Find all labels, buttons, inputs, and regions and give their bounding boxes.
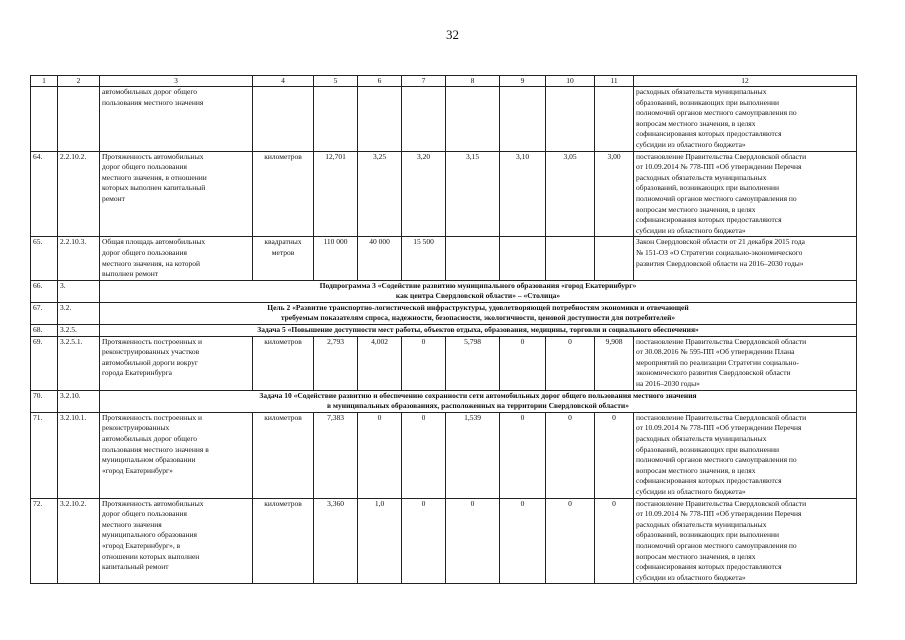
indicator-code: 3.2.10.2. <box>58 498 100 584</box>
text-line: местного значения, на которой <box>102 258 201 268</box>
text-line: образований, возникающих при выполнении <box>636 530 780 540</box>
column-number-cell: 11 <box>595 76 634 87</box>
text-line: мероприятий по реализации Стратегии социально- <box>636 357 799 367</box>
unit-of-measure <box>253 237 314 280</box>
row-number: 65. <box>31 237 58 280</box>
column-number-cell: 12 <box>634 76 857 87</box>
text-line: от 10.09.2014 № 778-ПП «Об утверждении Перечня <box>636 162 802 172</box>
text-line: постановление Правительства Свердловской области <box>636 498 807 508</box>
text-line: реконструированных <box>102 423 170 433</box>
row-number: 68. <box>31 325 58 337</box>
text-line: Закон Свердловской области от 21 декабря 2015 года <box>636 237 805 247</box>
value-cell <box>446 237 500 280</box>
section-title <box>100 280 857 302</box>
column-number-cell: 6 <box>358 76 402 87</box>
value-cell <box>358 87 402 152</box>
text-line: полномочий органов местного самоуправления по <box>636 540 797 550</box>
text-line: Цель 2 «Развитие транспортно-логистической инфраструктуры, удовлетворяющей потребностям экономики и отвечающей <box>267 302 689 312</box>
value-cell: 0 <box>358 412 402 498</box>
row-number: 67. <box>31 302 58 324</box>
value-cell: 0 <box>500 412 546 498</box>
text-line: муниципальном образовании <box>102 455 196 465</box>
value-cell <box>546 87 595 152</box>
text-line: как центра Свердловской области» – «Столица» <box>395 291 561 301</box>
value-cell: 3,360 <box>314 498 358 584</box>
value-cell: 0 <box>595 498 634 584</box>
text-line: Протяженность построенных и <box>102 412 202 422</box>
source-document <box>634 237 857 280</box>
indicator-name <box>100 151 253 237</box>
indicator-name <box>100 412 253 498</box>
text-line: автомобильных дорог общего <box>102 87 197 96</box>
text-line: «город Екатеринбург» <box>102 465 173 475</box>
table-row <box>31 151 857 237</box>
value-cell: 0 <box>446 498 500 584</box>
text-line: «город Екатеринбург», в <box>102 540 181 550</box>
section-row <box>31 302 857 324</box>
column-number-cell: 8 <box>446 76 500 87</box>
text-line: отношении которых выполнен <box>102 551 200 561</box>
row-number: 70. <box>31 390 58 412</box>
value-cell: 15 500 <box>402 237 446 280</box>
text-line: развития Свердловской области на 2016–2030 годы» <box>636 258 804 268</box>
value-cell <box>500 87 546 152</box>
value-cell: 7,383 <box>314 412 358 498</box>
value-cell <box>402 87 446 152</box>
text-line: дорог общего пользования <box>102 247 187 257</box>
indicator-code: 3.2.5. <box>58 325 100 337</box>
source-document <box>634 412 857 498</box>
row-number: 64. <box>31 151 58 237</box>
text-line: в муниципальных образованиях, расположенных на территории Свердловской области» <box>327 401 629 411</box>
text-line: города Екатеринбурга <box>102 368 173 378</box>
text-line: Подпрограмма 3 «Содействие развитию муниципального образования «город Екатеринбург» <box>319 280 637 290</box>
text-line: квадратных <box>264 237 302 247</box>
table-body <box>31 76 857 584</box>
indicator-code <box>58 87 100 152</box>
text-line: дорог общего пользования <box>102 509 187 519</box>
value-cell: 0 <box>402 336 446 390</box>
unit-of-measure <box>253 412 314 498</box>
source-document <box>634 336 857 390</box>
section-title <box>100 390 857 412</box>
text-line: постановление Правительства Свердловской области <box>636 336 807 346</box>
value-cell: 40 000 <box>358 237 402 280</box>
text-line: местного значения <box>102 519 162 529</box>
section-row <box>31 325 857 337</box>
column-number-cell: 9 <box>500 76 546 87</box>
value-cell <box>314 87 358 152</box>
value-cell <box>500 237 546 280</box>
text-line: местного значения, в отношении <box>102 172 207 182</box>
text-line: дорог общего пользования <box>102 162 187 172</box>
text-line: муниципального образования <box>102 530 197 540</box>
text-line: № 151-ОЗ «О Стратегии социально-экономического <box>636 247 803 257</box>
text-line: пользования местного значения <box>102 97 204 107</box>
indicator-code: 2.2.10.3. <box>58 237 100 280</box>
text-line: Задача 5 «Повышение доступности мест работы, объектов отдыха, образования, медицины, торговли и социального обеспечения» <box>257 325 699 335</box>
value-cell: 3,25 <box>358 151 402 237</box>
value-cell: 0 <box>500 336 546 390</box>
column-number-cell: 7 <box>402 76 446 87</box>
value-cell: 0 <box>546 412 595 498</box>
text-line: требуемым показателям спроса, надежности, безопасности, экологичности, ценовой доступности для потребителей» <box>280 313 676 323</box>
text-line: которых выполнен капитальный <box>102 183 206 193</box>
section-title <box>100 325 857 337</box>
indicator-name <box>100 498 253 584</box>
text-line: метров <box>271 247 295 257</box>
text-line: километров <box>264 151 302 161</box>
value-cell: 110 000 <box>314 237 358 280</box>
value-cell: 9,908 <box>595 336 634 390</box>
text-line: вопросам местного значения, в целях <box>636 204 756 214</box>
source-document <box>634 498 857 584</box>
indicator-name <box>100 237 253 280</box>
section-row <box>31 280 857 302</box>
text-line: пользования местного значения в <box>102 444 209 454</box>
text-line: вопросам местного значения, в целях <box>636 551 756 561</box>
text-line: расходных обязательств муниципальных <box>636 172 767 182</box>
indicator-code: 3. <box>58 280 100 302</box>
value-cell: 3,10 <box>500 151 546 237</box>
value-cell: 0 <box>500 498 546 584</box>
text-line: Общая площадь автомобильных <box>102 237 206 247</box>
column-numbers-row <box>31 76 857 87</box>
text-line: софинансирования которых предоставляются <box>636 562 782 572</box>
column-number-cell: 2 <box>58 76 100 87</box>
text-line: софинансирования которых предоставляются <box>636 129 782 139</box>
indicator-code: 3.2.5.1. <box>58 336 100 390</box>
text-line: полномочий органов местного самоуправления по <box>636 455 797 465</box>
source-document <box>634 87 857 152</box>
page-number: 32 <box>446 27 459 42</box>
value-cell: 1,539 <box>446 412 500 498</box>
text-line: полномочий органов местного самоуправления по <box>636 108 797 118</box>
text-line: экономического развития Свердловской области <box>636 368 791 378</box>
unit-of-measure <box>253 87 314 152</box>
text-line: субсидии из областного бюджета» <box>636 139 746 149</box>
text-line: расходных обязательств муниципальных <box>636 519 767 529</box>
text-line: от 10.09.2014 № 778-ПП «Об утверждении Перечня <box>636 423 802 433</box>
value-cell: 0 <box>402 498 446 584</box>
indicator-code: 2.2.10.2. <box>58 151 100 237</box>
value-cell: 0 <box>546 498 595 584</box>
text-line: километров <box>264 336 302 346</box>
value-cell: 2,793 <box>314 336 358 390</box>
text-line: расходных обязательств муниципальных <box>636 87 767 96</box>
indicator-code: 3.2.10.1. <box>58 412 100 498</box>
text-line: на 2016–2030 годы» <box>636 379 700 389</box>
unit-of-measure <box>253 336 314 390</box>
text-line: софинансирования которых предоставляются <box>636 215 782 225</box>
text-line: софинансирования которых предоставляются <box>636 476 782 486</box>
text-line: автомобильных дорог общего <box>102 434 197 443</box>
text-line: образований, возникающих при выполнении <box>636 97 780 107</box>
row-number: 72. <box>31 498 58 584</box>
text-line: субсидии из областного бюджета» <box>636 225 746 235</box>
text-line: образований, возникающих при выполнении <box>636 444 780 454</box>
table-row <box>31 237 857 280</box>
unit-of-measure <box>253 498 314 584</box>
text-line: километров <box>264 498 302 508</box>
value-cell: 12,701 <box>314 151 358 237</box>
value-cell: 1,0 <box>358 498 402 584</box>
text-line: полномочий органов местного самоуправления по <box>636 193 797 203</box>
section-row <box>31 390 857 412</box>
table-row <box>31 336 857 390</box>
indicator-name <box>100 336 253 390</box>
column-number-cell: 10 <box>546 76 595 87</box>
table-row <box>31 412 857 498</box>
column-number-cell: 1 <box>31 76 58 87</box>
column-number-cell: 3 <box>100 76 253 87</box>
text-line: постановление Правительства Свердловской области <box>636 412 807 422</box>
column-number-cell: 5 <box>314 76 358 87</box>
text-line: субсидии из областного бюджета» <box>636 486 746 496</box>
row-number: 66. <box>31 280 58 302</box>
value-cell <box>595 237 634 280</box>
indicator-name <box>100 87 253 152</box>
text-line: от 10.09.2014 № 778-ПП «Об утверждении Перечня <box>636 509 802 519</box>
text-line: вопросам местного значения, в целях <box>636 118 756 128</box>
value-cell: 0 <box>402 412 446 498</box>
column-number-cell: 4 <box>253 76 314 87</box>
row-number <box>31 87 58 152</box>
text-line: вопросам местного значения, в целях <box>636 465 756 475</box>
value-cell: 3,15 <box>446 151 500 237</box>
text-line: Протяженность автомобильных <box>102 498 204 508</box>
indicators-table <box>30 75 857 584</box>
value-cell: 5,798 <box>446 336 500 390</box>
text-line: образований, возникающих при выполнении <box>636 183 780 193</box>
source-document <box>634 151 857 237</box>
text-line: автомобильной дороги вокруг <box>102 357 199 367</box>
text-line: субсидии из областного бюджета» <box>636 572 746 582</box>
value-cell: 3,05 <box>546 151 595 237</box>
text-line: постановление Правительства Свердловской области <box>636 151 807 161</box>
text-line: ремонт <box>102 193 125 203</box>
text-line: Задача 10 «Содействие развитию и обеспечению сохранности сети автомобильных дорог общего пользования местного значения <box>259 390 697 400</box>
text-line: расходных обязательств муниципальных <box>636 434 767 443</box>
table-row <box>31 87 857 152</box>
row-number: 69. <box>31 336 58 390</box>
text-line: Протяженность построенных и <box>102 336 202 346</box>
value-cell <box>446 87 500 152</box>
value-cell: 0 <box>546 336 595 390</box>
text-line: выполнен ремонт <box>102 269 159 279</box>
indicator-code: 3.2. <box>58 302 100 324</box>
value-cell: 3,00 <box>595 151 634 237</box>
value-cell <box>595 87 634 152</box>
value-cell: 3,20 <box>402 151 446 237</box>
unit-of-measure <box>253 151 314 237</box>
value-cell: 0 <box>595 412 634 498</box>
text-line: Протяженность автомобильных <box>102 151 204 161</box>
text-line: капитальный ремонт <box>102 562 169 572</box>
row-number: 71. <box>31 412 58 498</box>
text-line: от 30.08.2016 № 595-ПП «Об утверждении Плана <box>636 347 795 357</box>
table-row <box>31 498 857 584</box>
value-cell <box>546 237 595 280</box>
text-line: километров <box>264 412 302 422</box>
section-title <box>100 302 857 324</box>
value-cell: 4,002 <box>358 336 402 390</box>
text-line: реконструированных участков <box>102 347 200 357</box>
indicator-code: 3.2.10. <box>58 390 100 412</box>
